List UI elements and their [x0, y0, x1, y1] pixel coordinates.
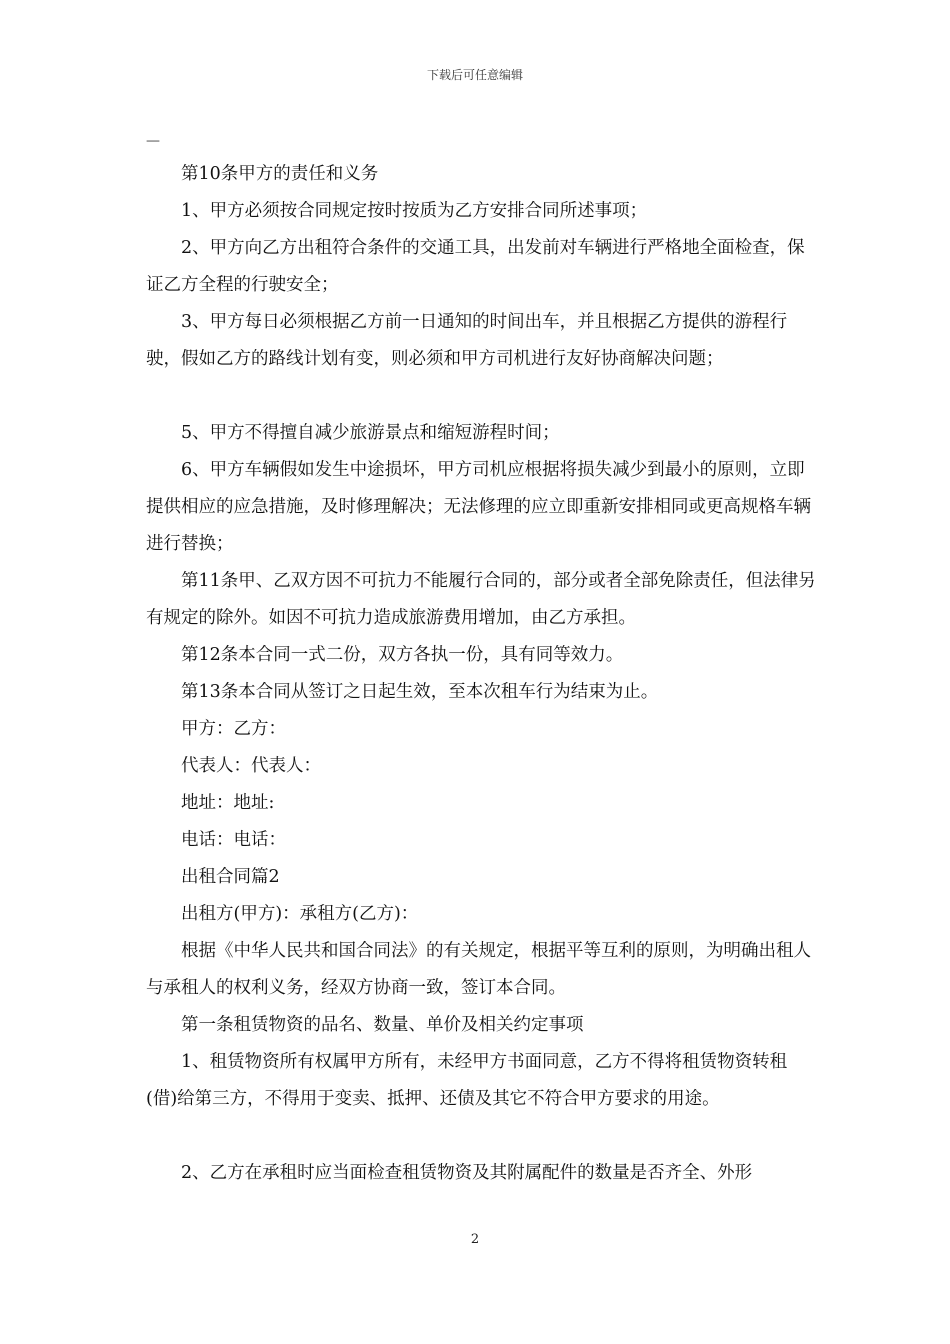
paragraph-rental-item-2: 2、乙方在承租时应当面检查租赁物资及其附属配件的数量是否齐全、外形: [181, 1163, 753, 1183]
paragraph-item-3: 3、甲方每日必须根据乙方前一日通知的时间出车，并且根据乙方提供的游程行驶，假如乙方的路线计划有变，则必须和甲方司机进行友好协商解决问题；: [146, 312, 788, 369]
paragraph-article-11: 第11条甲、乙双方因不可抗力不能履行合同的，部分或者全部免除责任，但法律另有规定的除外。如因不可抗力造成旅游费用增加，由乙方承担。: [146, 571, 816, 628]
paragraph-article-10-title: 第10条甲方的责任和义务: [181, 164, 379, 184]
blank-line: [146, 1118, 816, 1155]
signature-address-line: 地址：地址:: [181, 793, 275, 813]
paragraph-rental-item-1: 1、租赁物资所有权属甲方所有，未经甲方书面同意，乙方不得将租赁物资转租(借)给第三方，不得用于变卖、抵押、还债及其它不符合甲方要求的用途。: [146, 1052, 788, 1109]
paragraph-item-6: 6、甲方车辆假如发生中途损坏，甲方司机应根据将损失减少到最小的原则，立即提供相应的应急措施，及时修理解决；无法修理的应立即重新安排相同或更高规格车辆进行替换；: [146, 460, 811, 554]
signature-representative-line: 代表人：代表人：: [181, 756, 321, 776]
signature-phone-line: 电话：电话：: [181, 830, 286, 850]
page-number: 2: [470, 1232, 480, 1247]
paragraph-article-12: 第12条本合同一式二份，双方各执一份，具有同等效力。: [181, 645, 624, 665]
paragraph-article-13: 第13条本合同从签订之日起生效，至本次租车行为结束为止。: [181, 682, 659, 702]
paragraph-item-1: 1、甲方必须按合同规定按时按质为乙方安排合同所述事项；: [181, 201, 648, 221]
paragraph-item-2: 2、甲方向乙方出租符合条件的交通工具，出发前对车辆进行严格地全面检查，保证乙方全程的行驶安全；: [146, 238, 805, 295]
paragraph-article-1-title: 第一条租赁物资的品名、数量、单价及相关约定事项: [181, 1015, 584, 1035]
paragraph-item-5: 5、甲方不得擅自减少旅游景点和缩短游程时间；: [181, 423, 560, 443]
signature-party-line: 甲方：乙方：: [181, 719, 286, 739]
parties-line: 出租方(甲方)：承租方(乙方)：: [181, 904, 419, 924]
separator-dash: —: [146, 133, 160, 149]
blank-line: [146, 378, 816, 415]
section-title-contract-2: 出租合同篇2: [181, 867, 280, 887]
document-body: [146, 156, 816, 1192]
paragraph-preamble: 根据《中华人民共和国合同法》的有关规定，根据平等互利的原则，为明确出租人与承租人的权利义务，经双方协商一致，签订本合同。: [146, 941, 811, 998]
page-header: 下载后可任意编辑: [426, 68, 523, 82]
